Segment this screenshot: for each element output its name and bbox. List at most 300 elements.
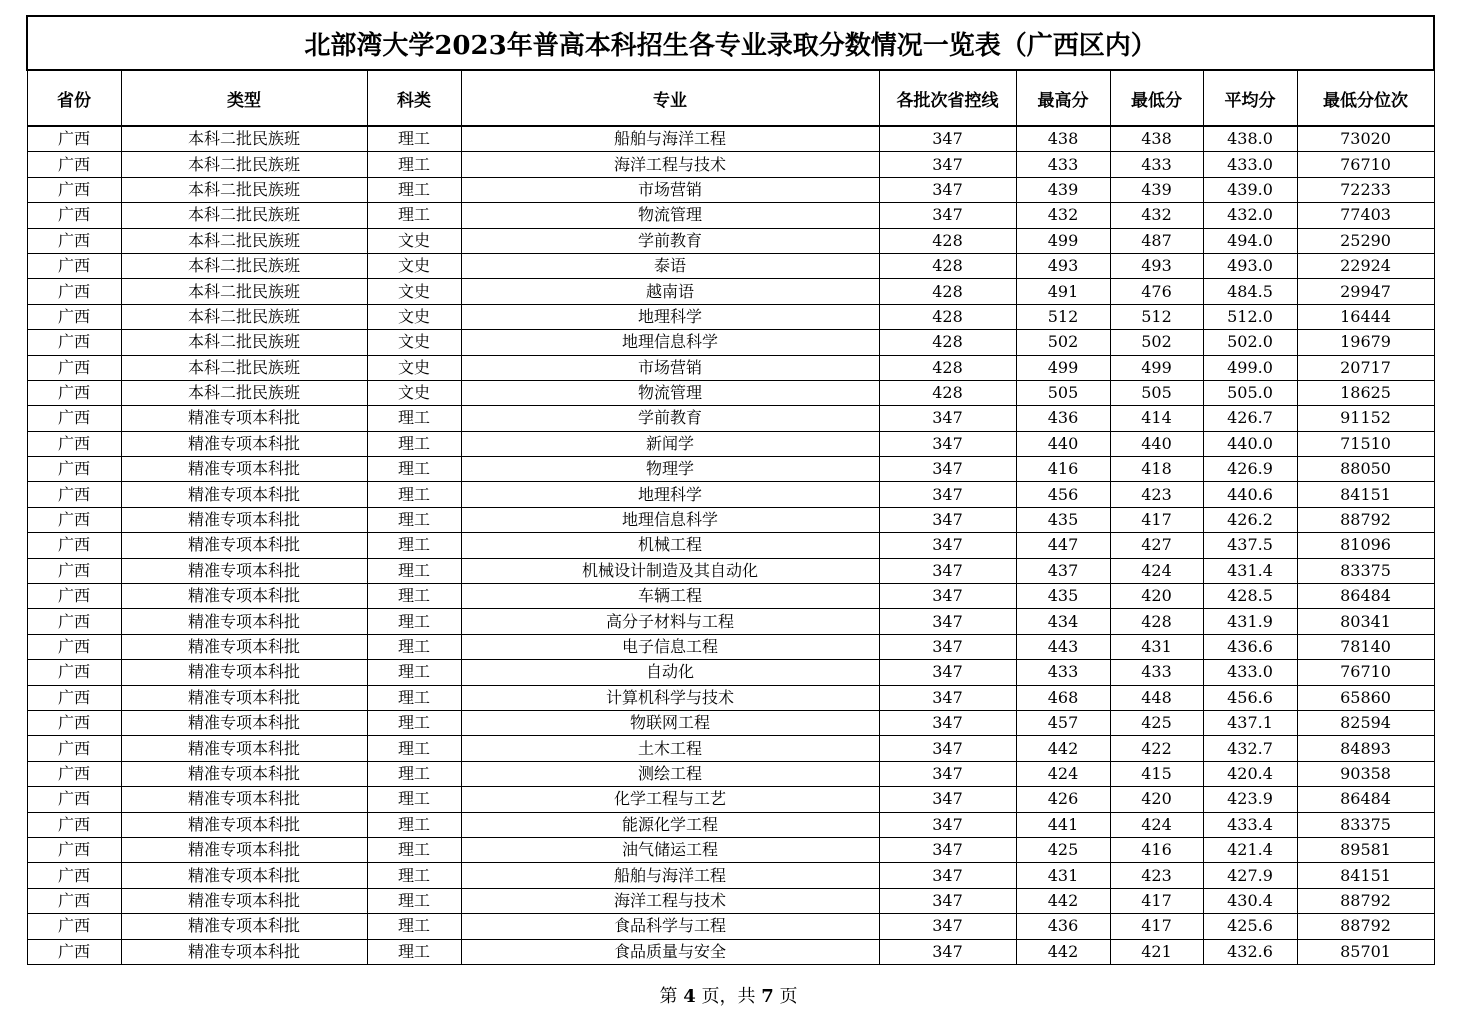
cell-major: 地理信息科学 — [461, 330, 879, 355]
column-header-row — [27, 70, 1434, 126]
admission-score-table — [26, 15, 1435, 965]
cell-province: 广西 — [27, 457, 121, 482]
cell-subject-category: 文史 — [367, 380, 461, 405]
cell-type: 精准专项本科批 — [121, 888, 367, 913]
cell-subject-category: 理工 — [367, 787, 461, 812]
cell-type: 精准专项本科批 — [121, 914, 367, 939]
cell-type: 本科二批民族班 — [121, 177, 367, 202]
cell-min-score-rank: 86484 — [1297, 787, 1434, 812]
cell-province: 广西 — [27, 203, 121, 228]
cell-major: 物理学 — [461, 457, 879, 482]
cell-max-score: 431 — [1016, 863, 1110, 888]
cell-province: 广西 — [27, 939, 121, 964]
cell-min-score-rank: 20717 — [1297, 355, 1434, 380]
cell-avg-score: 432.6 — [1203, 939, 1297, 964]
cell-min-score-rank: 91152 — [1297, 406, 1434, 431]
cell-avg-score: 440.0 — [1203, 431, 1297, 456]
cell-control-line: 347 — [879, 888, 1016, 913]
cell-subject-category: 理工 — [367, 558, 461, 583]
cell-min-score-rank: 82594 — [1297, 710, 1434, 735]
cell-min-score-rank: 84151 — [1297, 482, 1434, 507]
cell-min-score: 424 — [1110, 558, 1203, 583]
cell-min-score-rank: 65860 — [1297, 685, 1434, 710]
cell-major: 地理科学 — [461, 304, 879, 329]
cell-province: 广西 — [27, 736, 121, 761]
cell-subject-category: 理工 — [367, 914, 461, 939]
cell-major: 自动化 — [461, 660, 879, 685]
table-row — [27, 457, 1434, 482]
cell-min-score-rank: 88792 — [1297, 888, 1434, 913]
cell-type: 精准专项本科批 — [121, 457, 367, 482]
table-row — [27, 380, 1434, 405]
cell-major: 船舶与海洋工程 — [461, 126, 879, 152]
table-row — [27, 761, 1434, 786]
cell-control-line: 428 — [879, 380, 1016, 405]
cell-subject-category: 理工 — [367, 634, 461, 659]
cell-min-score: 476 — [1110, 279, 1203, 304]
cell-max-score: 493 — [1016, 253, 1110, 278]
cell-major: 食品科学与工程 — [461, 914, 879, 939]
cell-province: 广西 — [27, 431, 121, 456]
cell-max-score: 439 — [1016, 177, 1110, 202]
cell-subject-category: 理工 — [367, 660, 461, 685]
cell-min-score: 423 — [1110, 863, 1203, 888]
cell-min-score-rank: 72233 — [1297, 177, 1434, 202]
cell-avg-score: 426.9 — [1203, 457, 1297, 482]
cell-min-score-rank: 88792 — [1297, 507, 1434, 532]
cell-province: 广西 — [27, 914, 121, 939]
cell-min-score: 505 — [1110, 380, 1203, 405]
cell-avg-score: 426.7 — [1203, 406, 1297, 431]
cell-subject-category: 理工 — [367, 939, 461, 964]
cell-subject-category: 理工 — [367, 406, 461, 431]
cell-province: 广西 — [27, 482, 121, 507]
cell-avg-score: 440.6 — [1203, 482, 1297, 507]
cell-avg-score: 426.2 — [1203, 507, 1297, 532]
cell-min-score: 417 — [1110, 888, 1203, 913]
cell-control-line: 347 — [879, 507, 1016, 532]
cell-avg-score: 502.0 — [1203, 330, 1297, 355]
table-row — [27, 533, 1434, 558]
cell-min-score-rank: 86484 — [1297, 584, 1434, 609]
cell-min-score: 428 — [1110, 609, 1203, 634]
cell-max-score: 499 — [1016, 355, 1110, 380]
cell-min-score-rank: 81096 — [1297, 533, 1434, 558]
table-row — [27, 914, 1434, 939]
cell-control-line: 347 — [879, 914, 1016, 939]
cell-max-score: 505 — [1016, 380, 1110, 405]
table-row — [27, 304, 1434, 329]
cell-max-score: 442 — [1016, 736, 1110, 761]
cell-control-line: 428 — [879, 355, 1016, 380]
cell-major: 测绘工程 — [461, 761, 879, 786]
cell-major: 地理科学 — [461, 482, 879, 507]
cell-min-score-rank: 71510 — [1297, 431, 1434, 456]
cell-control-line: 347 — [879, 431, 1016, 456]
cell-subject-category: 文史 — [367, 279, 461, 304]
cell-type: 精准专项本科批 — [121, 812, 367, 837]
cell-min-score-rank: 89581 — [1297, 837, 1434, 862]
cell-type: 本科二批民族班 — [121, 253, 367, 278]
cell-min-score: 425 — [1110, 710, 1203, 735]
cell-type: 本科二批民族班 — [121, 126, 367, 152]
table-title: 北部湾大学2023年普高本科招生各专业录取分数情况一览表（广西区内） — [27, 16, 1434, 70]
cell-avg-score: 439.0 — [1203, 177, 1297, 202]
table-row — [27, 279, 1434, 304]
cell-province: 广西 — [27, 228, 121, 253]
cell-type: 精准专项本科批 — [121, 787, 367, 812]
cell-province: 广西 — [27, 710, 121, 735]
cell-major: 越南语 — [461, 279, 879, 304]
table-row — [27, 863, 1434, 888]
cell-major: 计算机科学与技术 — [461, 685, 879, 710]
cell-major: 化学工程与工艺 — [461, 787, 879, 812]
cell-control-line: 347 — [879, 584, 1016, 609]
cell-major: 海洋工程与技术 — [461, 888, 879, 913]
table-row — [27, 888, 1434, 913]
cell-control-line: 428 — [879, 279, 1016, 304]
cell-max-score: 435 — [1016, 584, 1110, 609]
table-row — [27, 203, 1434, 228]
cell-min-score: 433 — [1110, 152, 1203, 177]
cell-type: 本科二批民族班 — [121, 380, 367, 405]
table-row — [27, 330, 1434, 355]
cell-min-score-rank: 90358 — [1297, 761, 1434, 786]
cell-subject-category: 理工 — [367, 685, 461, 710]
cell-min-score-rank: 83375 — [1297, 558, 1434, 583]
table-row — [27, 685, 1434, 710]
cell-max-score: 468 — [1016, 685, 1110, 710]
cell-major: 市场营销 — [461, 177, 879, 202]
cell-major: 地理信息科学 — [461, 507, 879, 532]
cell-type: 本科二批民族班 — [121, 279, 367, 304]
cell-type: 精准专项本科批 — [121, 609, 367, 634]
cell-major: 泰语 — [461, 253, 879, 278]
cell-min-score-rank: 88050 — [1297, 457, 1434, 482]
cell-max-score: 502 — [1016, 330, 1110, 355]
cell-control-line: 347 — [879, 634, 1016, 659]
cell-subject-category: 理工 — [367, 812, 461, 837]
cell-avg-score: 484.5 — [1203, 279, 1297, 304]
cell-subject-category: 理工 — [367, 203, 461, 228]
cell-avg-score: 438.0 — [1203, 126, 1297, 152]
cell-min-score: 427 — [1110, 533, 1203, 558]
cell-type: 精准专项本科批 — [121, 533, 367, 558]
cell-control-line: 428 — [879, 253, 1016, 278]
cell-max-score: 442 — [1016, 939, 1110, 964]
cell-max-score: 457 — [1016, 710, 1110, 735]
cell-subject-category: 理工 — [367, 710, 461, 735]
cell-major: 物联网工程 — [461, 710, 879, 735]
cell-subject-category: 理工 — [367, 482, 461, 507]
cell-min-score-rank: 19679 — [1297, 330, 1434, 355]
column-header-control-line: 各批次省控线 — [879, 70, 1016, 126]
table-row — [27, 152, 1434, 177]
cell-min-score: 418 — [1110, 457, 1203, 482]
cell-avg-score: 505.0 — [1203, 380, 1297, 405]
table-row — [27, 787, 1434, 812]
cell-min-score: 487 — [1110, 228, 1203, 253]
cell-type: 精准专项本科批 — [121, 507, 367, 532]
cell-avg-score: 499.0 — [1203, 355, 1297, 380]
table-row — [27, 609, 1434, 634]
cell-major: 海洋工程与技术 — [461, 152, 879, 177]
cell-type: 精准专项本科批 — [121, 584, 367, 609]
cell-min-score-rank: 18625 — [1297, 380, 1434, 405]
cell-min-score: 423 — [1110, 482, 1203, 507]
cell-min-score-rank: 85701 — [1297, 939, 1434, 964]
table-row — [27, 126, 1434, 152]
cell-control-line: 347 — [879, 787, 1016, 812]
cell-min-score: 424 — [1110, 812, 1203, 837]
table-row — [27, 406, 1434, 431]
cell-control-line: 347 — [879, 736, 1016, 761]
cell-min-score: 440 — [1110, 431, 1203, 456]
cell-max-score: 512 — [1016, 304, 1110, 329]
cell-max-score: 435 — [1016, 507, 1110, 532]
cell-type: 本科二批民族班 — [121, 330, 367, 355]
cell-avg-score: 430.4 — [1203, 888, 1297, 913]
cell-max-score: 416 — [1016, 457, 1110, 482]
cell-avg-score: 431.4 — [1203, 558, 1297, 583]
cell-major: 机械工程 — [461, 533, 879, 558]
cell-subject-category: 理工 — [367, 431, 461, 456]
cell-type: 本科二批民族班 — [121, 203, 367, 228]
cell-min-score: 420 — [1110, 584, 1203, 609]
cell-major: 机械设计制造及其自动化 — [461, 558, 879, 583]
cell-type: 本科二批民族班 — [121, 152, 367, 177]
table-row — [27, 355, 1434, 380]
cell-max-score: 443 — [1016, 634, 1110, 659]
cell-province: 广西 — [27, 304, 121, 329]
cell-max-score: 440 — [1016, 431, 1110, 456]
cell-subject-category: 理工 — [367, 177, 461, 202]
cell-min-score-rank: 80341 — [1297, 609, 1434, 634]
cell-type: 精准专项本科批 — [121, 837, 367, 862]
cell-province: 广西 — [27, 253, 121, 278]
cell-province: 广西 — [27, 787, 121, 812]
cell-min-score: 417 — [1110, 914, 1203, 939]
cell-major: 物流管理 — [461, 203, 879, 228]
cell-min-score-rank: 88792 — [1297, 914, 1434, 939]
column-header-major: 专业 — [461, 70, 879, 126]
cell-province: 广西 — [27, 812, 121, 837]
cell-province: 广西 — [27, 634, 121, 659]
table-row — [27, 634, 1434, 659]
cell-avg-score: 425.6 — [1203, 914, 1297, 939]
table-row — [27, 507, 1434, 532]
cell-avg-score: 432.0 — [1203, 203, 1297, 228]
cell-subject-category: 理工 — [367, 736, 461, 761]
cell-province: 广西 — [27, 152, 121, 177]
column-header-min-score: 最低分 — [1110, 70, 1203, 126]
cell-control-line: 347 — [879, 558, 1016, 583]
cell-major: 学前教育 — [461, 406, 879, 431]
cell-min-score-rank: 76710 — [1297, 660, 1434, 685]
cell-subject-category: 理工 — [367, 507, 461, 532]
table-body — [27, 126, 1434, 964]
table-row — [27, 660, 1434, 685]
cell-max-score: 499 — [1016, 228, 1110, 253]
table-row — [27, 431, 1434, 456]
cell-min-score-rank: 25290 — [1297, 228, 1434, 253]
cell-min-score: 417 — [1110, 507, 1203, 532]
cell-type: 精准专项本科批 — [121, 482, 367, 507]
cell-min-score-rank: 76710 — [1297, 152, 1434, 177]
cell-min-score: 499 — [1110, 355, 1203, 380]
cell-max-score: 491 — [1016, 279, 1110, 304]
cell-type: 精准专项本科批 — [121, 406, 367, 431]
cell-province: 广西 — [27, 177, 121, 202]
table-row — [27, 812, 1434, 837]
cell-min-score-rank: 29947 — [1297, 279, 1434, 304]
cell-control-line: 347 — [879, 685, 1016, 710]
cell-control-line: 347 — [879, 761, 1016, 786]
cell-type: 精准专项本科批 — [121, 761, 367, 786]
table-row — [27, 710, 1434, 735]
cell-subject-category: 理工 — [367, 863, 461, 888]
cell-control-line: 347 — [879, 863, 1016, 888]
table-row — [27, 558, 1434, 583]
cell-major: 新闻学 — [461, 431, 879, 456]
cell-province: 广西 — [27, 609, 121, 634]
cell-major: 能源化学工程 — [461, 812, 879, 837]
table-row — [27, 253, 1434, 278]
cell-major: 油气储运工程 — [461, 837, 879, 862]
cell-province: 广西 — [27, 888, 121, 913]
cell-province: 广西 — [27, 837, 121, 862]
cell-subject-category: 理工 — [367, 837, 461, 862]
cell-min-score-rank: 73020 — [1297, 126, 1434, 152]
cell-control-line: 347 — [879, 533, 1016, 558]
cell-min-score-rank: 83375 — [1297, 812, 1434, 837]
column-header-avg-score: 平均分 — [1203, 70, 1297, 126]
cell-max-score: 434 — [1016, 609, 1110, 634]
cell-avg-score: 428.5 — [1203, 584, 1297, 609]
cell-min-score: 414 — [1110, 406, 1203, 431]
cell-min-score: 502 — [1110, 330, 1203, 355]
cell-control-line: 347 — [879, 660, 1016, 685]
cell-type: 精准专项本科批 — [121, 431, 367, 456]
cell-max-score: 438 — [1016, 126, 1110, 152]
column-header-max-score: 最高分 — [1016, 70, 1110, 126]
cell-avg-score: 427.9 — [1203, 863, 1297, 888]
cell-province: 广西 — [27, 507, 121, 532]
cell-type: 精准专项本科批 — [121, 863, 367, 888]
cell-avg-score: 437.1 — [1203, 710, 1297, 735]
cell-avg-score: 493.0 — [1203, 253, 1297, 278]
cell-max-score: 425 — [1016, 837, 1110, 862]
footer-current-page: 4 — [683, 986, 696, 1007]
table-row — [27, 837, 1434, 862]
cell-subject-category: 文史 — [367, 355, 461, 380]
cell-control-line: 347 — [879, 609, 1016, 634]
cell-control-line: 347 — [879, 939, 1016, 964]
cell-min-score-rank: 84151 — [1297, 863, 1434, 888]
cell-province: 广西 — [27, 558, 121, 583]
cell-max-score: 424 — [1016, 761, 1110, 786]
cell-min-score: 432 — [1110, 203, 1203, 228]
cell-max-score: 442 — [1016, 888, 1110, 913]
cell-type: 精准专项本科批 — [121, 558, 367, 583]
cell-subject-category: 理工 — [367, 152, 461, 177]
cell-min-score-rank: 22924 — [1297, 253, 1434, 278]
cell-max-score: 456 — [1016, 482, 1110, 507]
cell-control-line: 428 — [879, 228, 1016, 253]
cell-subject-category: 理工 — [367, 888, 461, 913]
cell-control-line: 428 — [879, 330, 1016, 355]
cell-min-score: 512 — [1110, 304, 1203, 329]
cell-major: 市场营销 — [461, 355, 879, 380]
cell-max-score: 441 — [1016, 812, 1110, 837]
cell-min-score: 421 — [1110, 939, 1203, 964]
cell-avg-score: 421.4 — [1203, 837, 1297, 862]
cell-major: 电子信息工程 — [461, 634, 879, 659]
cell-province: 广西 — [27, 406, 121, 431]
cell-province: 广西 — [27, 660, 121, 685]
cell-control-line: 347 — [879, 812, 1016, 837]
cell-avg-score: 420.4 — [1203, 761, 1297, 786]
cell-major: 物流管理 — [461, 380, 879, 405]
cell-control-line: 347 — [879, 482, 1016, 507]
cell-subject-category: 文史 — [367, 304, 461, 329]
score-table-sheet — [26, 15, 1433, 965]
cell-major: 高分子材料与工程 — [461, 609, 879, 634]
cell-type: 精准专项本科批 — [121, 736, 367, 761]
column-header-province: 省份 — [27, 70, 121, 126]
cell-min-score: 416 — [1110, 837, 1203, 862]
cell-control-line: 347 — [879, 457, 1016, 482]
cell-avg-score: 432.7 — [1203, 736, 1297, 761]
cell-max-score: 436 — [1016, 914, 1110, 939]
cell-major: 学前教育 — [461, 228, 879, 253]
cell-control-line: 347 — [879, 203, 1016, 228]
cell-min-score: 438 — [1110, 126, 1203, 152]
cell-type: 精准专项本科批 — [121, 710, 367, 735]
cell-major: 船舶与海洋工程 — [461, 863, 879, 888]
column-header-type: 类型 — [121, 70, 367, 126]
table-row — [27, 736, 1434, 761]
cell-max-score: 426 — [1016, 787, 1110, 812]
cell-min-score: 448 — [1110, 685, 1203, 710]
cell-avg-score: 512.0 — [1203, 304, 1297, 329]
table-row — [27, 939, 1434, 964]
cell-avg-score: 433.4 — [1203, 812, 1297, 837]
cell-control-line: 347 — [879, 152, 1016, 177]
table-row — [27, 584, 1434, 609]
cell-province: 广西 — [27, 279, 121, 304]
cell-control-line: 347 — [879, 177, 1016, 202]
cell-type: 本科二批民族班 — [121, 228, 367, 253]
cell-min-score-rank: 77403 — [1297, 203, 1434, 228]
cell-min-score: 493 — [1110, 253, 1203, 278]
cell-avg-score: 431.9 — [1203, 609, 1297, 634]
cell-major: 车辆工程 — [461, 584, 879, 609]
cell-subject-category: 理工 — [367, 584, 461, 609]
footer-total-pages: 7 — [761, 986, 774, 1007]
cell-province: 广西 — [27, 380, 121, 405]
cell-subject-category: 理工 — [367, 609, 461, 634]
cell-avg-score: 456.6 — [1203, 685, 1297, 710]
cell-min-score: 415 — [1110, 761, 1203, 786]
cell-max-score: 432 — [1016, 203, 1110, 228]
page-footer — [0, 982, 1457, 1008]
cell-subject-category: 文史 — [367, 228, 461, 253]
cell-avg-score: 433.0 — [1203, 152, 1297, 177]
cell-type: 精准专项本科批 — [121, 939, 367, 964]
cell-major: 食品质量与安全 — [461, 939, 879, 964]
cell-control-line: 347 — [879, 837, 1016, 862]
